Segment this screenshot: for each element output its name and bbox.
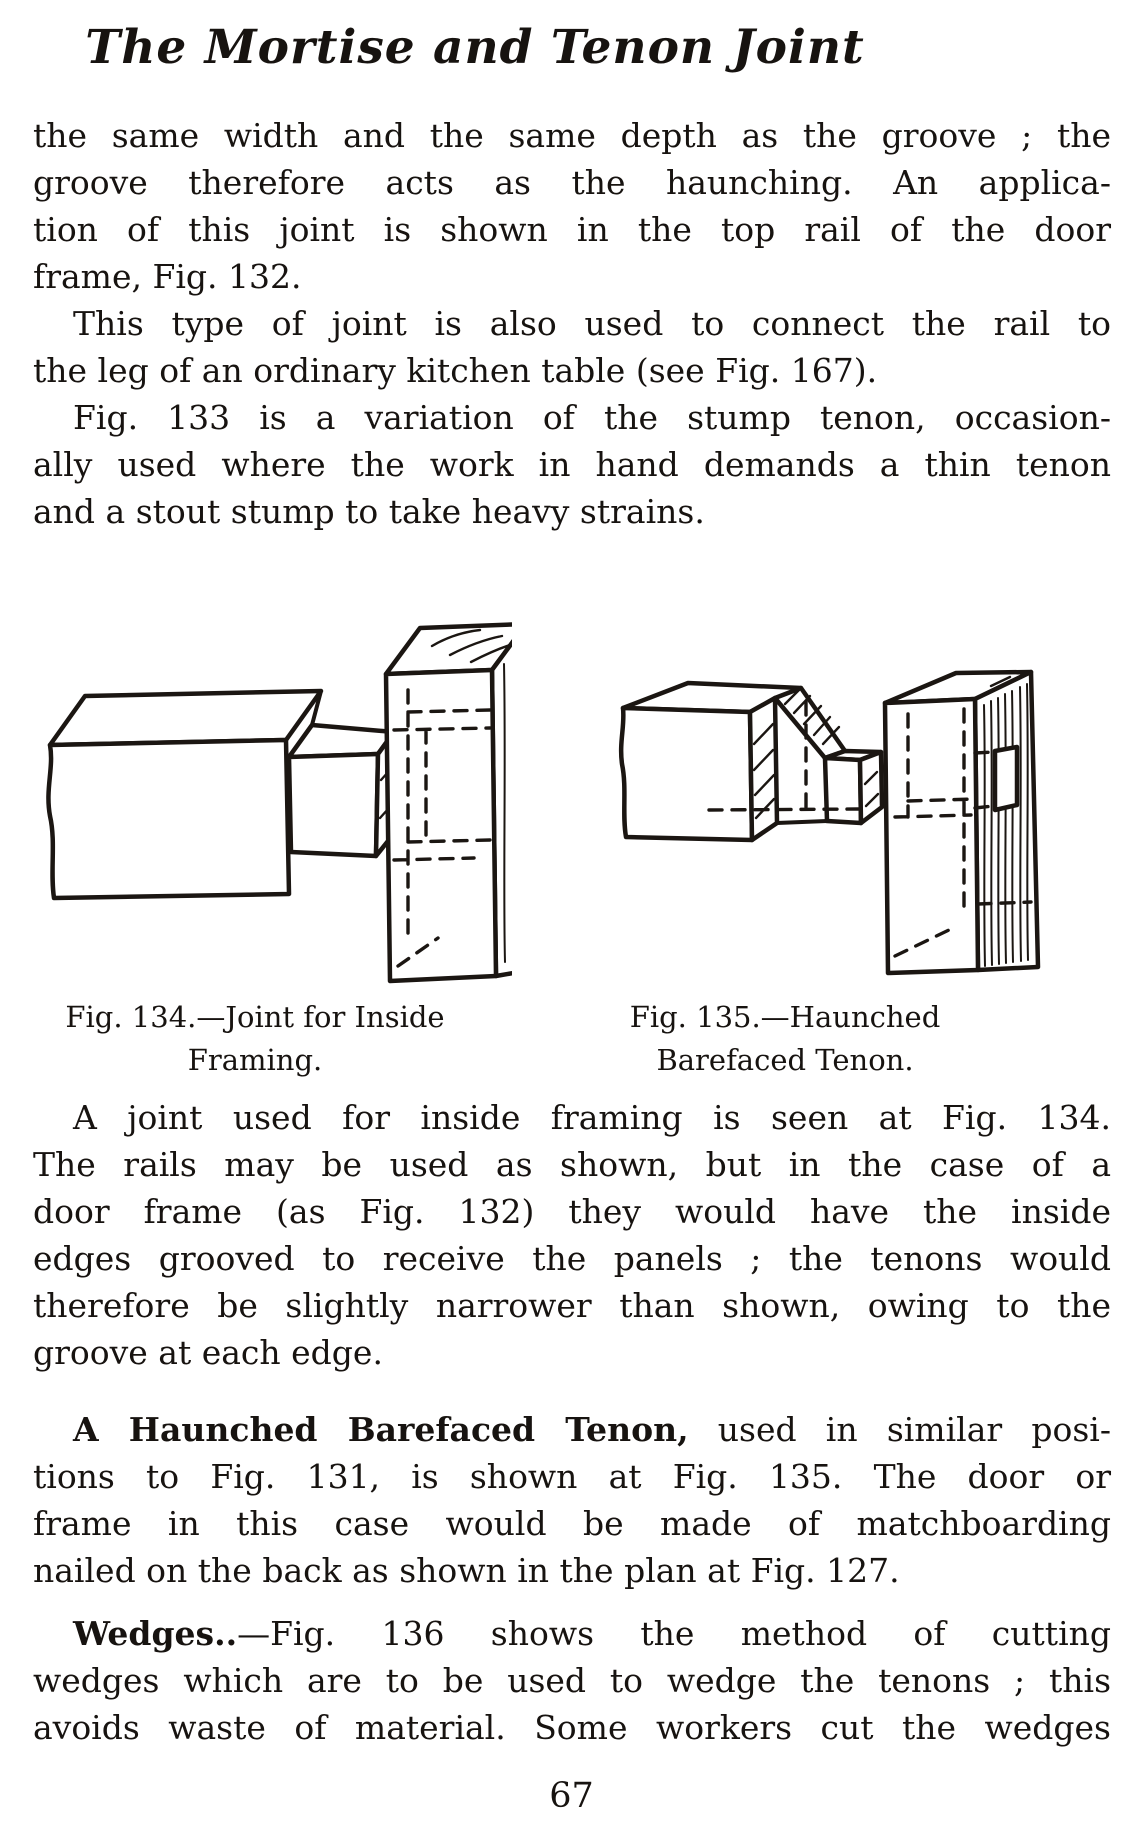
caption-line: Fig. 135.—Haunched [629, 1000, 941, 1034]
fig-134-tenon-rail-piece [48, 691, 394, 898]
text-line: and a stout stump to take heavy strains. [33, 492, 705, 531]
paragraph [33, 394, 1111, 535]
text-line [33, 1610, 1111, 1657]
paragraph [33, 1094, 1111, 1376]
fig-135-figure [523, 552, 1108, 1000]
text-line: groove therefore acts as the haunching. An applica- [33, 163, 1111, 202]
fig-134-caption [20, 996, 490, 1082]
text-line: edges grooved to receive the panels ; the tenons would [33, 1239, 1111, 1278]
text-line: therefore be slightly narrower than shown, owing to the [33, 1286, 1111, 1325]
text-line: This type of joint is also used to connect the rail to [73, 304, 1111, 343]
fig-135-caption [545, 996, 1025, 1082]
text-line: avoids waste of material. Some workers cut the wedges [33, 1708, 1111, 1747]
caption-line: Fig. 134.—Joint for Inside [65, 1000, 445, 1034]
text-block-bottom [33, 1094, 1111, 1751]
text-line: the leg of an ordinary kitchen table (see Fig. 167). [33, 351, 878, 390]
fig-134-figure [34, 584, 512, 986]
fig-134-mortise-stile-piece [386, 624, 512, 981]
text-line: A joint used for inside framing is seen at Fig. 134. [73, 1098, 1111, 1137]
fig-135-haunched-tenon-rail-piece [621, 683, 882, 840]
text-block-top [33, 112, 1111, 535]
text-line: door frame (as Fig. 132) they would have the inside [33, 1192, 1111, 1231]
paragraph [33, 1406, 1111, 1594]
fig-135-mortise-stile-piece [885, 672, 1038, 973]
text-line: wedges which are to be used to wedge the tenons ; this [33, 1661, 1111, 1700]
bold-lead-text: Wedges.. [73, 1614, 238, 1653]
caption-line: Framing. [187, 1043, 323, 1077]
text-line: nailed on the back as shown in the plan at Fig. 127. [33, 1551, 900, 1590]
text-line: the same width and the same depth as the groove ; the [33, 116, 1111, 155]
page-title: The Mortise and Tenon Joint [85, 20, 865, 75]
text-line: ally used where the work in hand demands a thin tenon [33, 445, 1111, 484]
paragraph [33, 300, 1111, 394]
paragraph [33, 1610, 1111, 1751]
paragraph [33, 112, 1111, 300]
text-line: tions to Fig. 131, is shown at Fig. 135. The door or [33, 1457, 1111, 1496]
text-line: groove at each edge. [33, 1333, 383, 1372]
text-line [33, 1406, 1111, 1453]
line-text: —Fig. 136 shows the method of cutting [237, 1614, 1111, 1653]
text-line: tion of this joint is shown in the top rail of the door [33, 210, 1111, 249]
caption-line: Barefaced Tenon. [656, 1043, 914, 1077]
fig-134-drawing [34, 584, 512, 986]
fig-135-drawing [523, 552, 1108, 1000]
text-line: frame, Fig. 132. [33, 257, 302, 296]
text-line: The rails may be used as shown, but in the case of a [33, 1145, 1111, 1184]
bold-lead-text: A Haunched Barefaced Tenon, [73, 1410, 689, 1449]
page-number: 67 [549, 1776, 594, 1816]
line-text: used in similar posi- [688, 1410, 1111, 1449]
text-line: frame in this case would be made of matchboarding [33, 1504, 1111, 1543]
text-line: Fig. 133 is a variation of the stump tenon, occasion- [73, 398, 1111, 437]
